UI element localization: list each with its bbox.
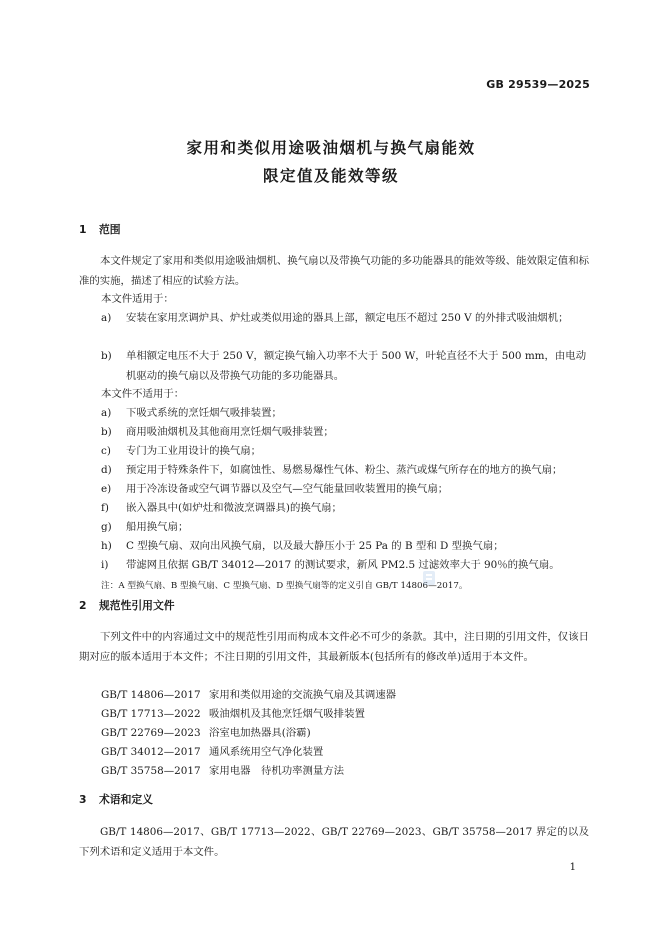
list-item: f) 嵌入器具中(如炉灶和微波烹调器具)的换气扇； [101, 502, 342, 514]
list-item: i) 带滤网且依据 GB/T 34012—2017 的测试要求，新风 PM2.5 过滤效率大于 90％的换气扇。 [101, 559, 560, 571]
list-item: a) 下吸式系统的烹饪烟气吸排装置； [101, 407, 282, 419]
list-item: c) 专门为工业用设计的换气扇； [101, 445, 262, 457]
terms-intro-paragraph: GB/T 14806—2017、GB/T 17713—2022、GB/T 22769—2023、GB/T 35758—2017 界定的以及下列术语和定义适用于本文件。 [79, 826, 589, 858]
reference-item: GB/T 34012—2017 通风系统用空气净化装置 [101, 746, 324, 758]
list-item-text: 单相额定电压不大于 250 V，额定换气输入功率不大于 500 W，叶轮直径不大于 500 mm，由电动机驱动的换气扇以及带换气功能的多功能器具。 [126, 350, 587, 382]
reference-item: GB/T 35758—2017 家用电器 待机功率测量方法 [101, 765, 345, 777]
reference-item: GB/T 17713—2022 吸油烟机及其他烹饪烟气吸排装置 [101, 708, 365, 720]
section-title: 范围 [99, 223, 121, 236]
list-item-text: 安装在家用烹调炉具、炉灶或类似用途的器具上部，额定电压不超过 250 V 的外排式吸油烟机； [126, 312, 569, 324]
document-title-line-1: 家用和类似用途吸油烟机与换气扇能效 [186, 139, 476, 157]
section-title: 规范性引用文件 [99, 599, 175, 612]
section-number: 3 [79, 793, 87, 806]
document-title-line-2: 限定值及能效等级 [262, 167, 399, 185]
list-item: g) 船用换气扇； [101, 521, 189, 533]
section-title: 术语和定义 [99, 793, 153, 806]
not-applies-label: 本文件不适用于： [101, 388, 185, 400]
scope-note: 注：A 型换气扇、B 型换气扇、C 型换气扇、D 型换气扇等的定义引自 GB/T 14806—2017。 [101, 581, 468, 591]
section-heading-normative-references [79, 598, 175, 613]
scope-intro-paragraph: 本文件规定了家用和类似用途吸油烟机、换气扇以及带换气功能的多功能器具的能效等级、能效限定值和标准的实施，描述了相应的试验方法。 [79, 255, 589, 287]
standard-code: GB 29539—2025 [486, 78, 590, 91]
list-item: a) [101, 312, 112, 324]
section-heading-scope [79, 222, 121, 237]
section-number: 2 [79, 599, 87, 612]
list-item: b) [101, 350, 112, 362]
reference-item: GB/T 22769—2023 浴室电加热器具(浴霸) [101, 727, 311, 739]
normative-intro-paragraph: 下列文件中的内容通过文中的规范性引用而构成本文件必不可少的条款。其中，注日期的引用文件，仅该日期对应的版本适用于本文件；不注日期的引用文件，其最新版本(包括所有的修改单)适用于本文件。 [79, 631, 589, 663]
section-number: 1 [79, 223, 87, 236]
applies-label: 本文件适用于： [101, 293, 174, 305]
section-heading-terms [79, 792, 153, 807]
list-item: h) C 型换气扇、双向出风换气扇，以及最大静压小于 25 Pa 的 B 型和 D 型换气扇； [101, 540, 504, 552]
list-item: d) 预定用于特殊条件下，如腐蚀性、易燃易爆性气体、粉尘、蒸汽或煤气所存在的地方的换气扇； [101, 464, 563, 476]
list-item: e) 用于冷冻设备或空气调节器以及空气—空气能量回收装置用的换气扇； [101, 483, 449, 495]
watermark-icon [422, 570, 436, 586]
reference-item: GB/T 14806—2017 家用和类似用途的交流换气扇及其调速器 [101, 689, 397, 701]
list-item: b) 商用吸油烟机及其他商用烹饪烟气吸排装置； [101, 426, 334, 438]
page-number: 1 [569, 862, 576, 873]
